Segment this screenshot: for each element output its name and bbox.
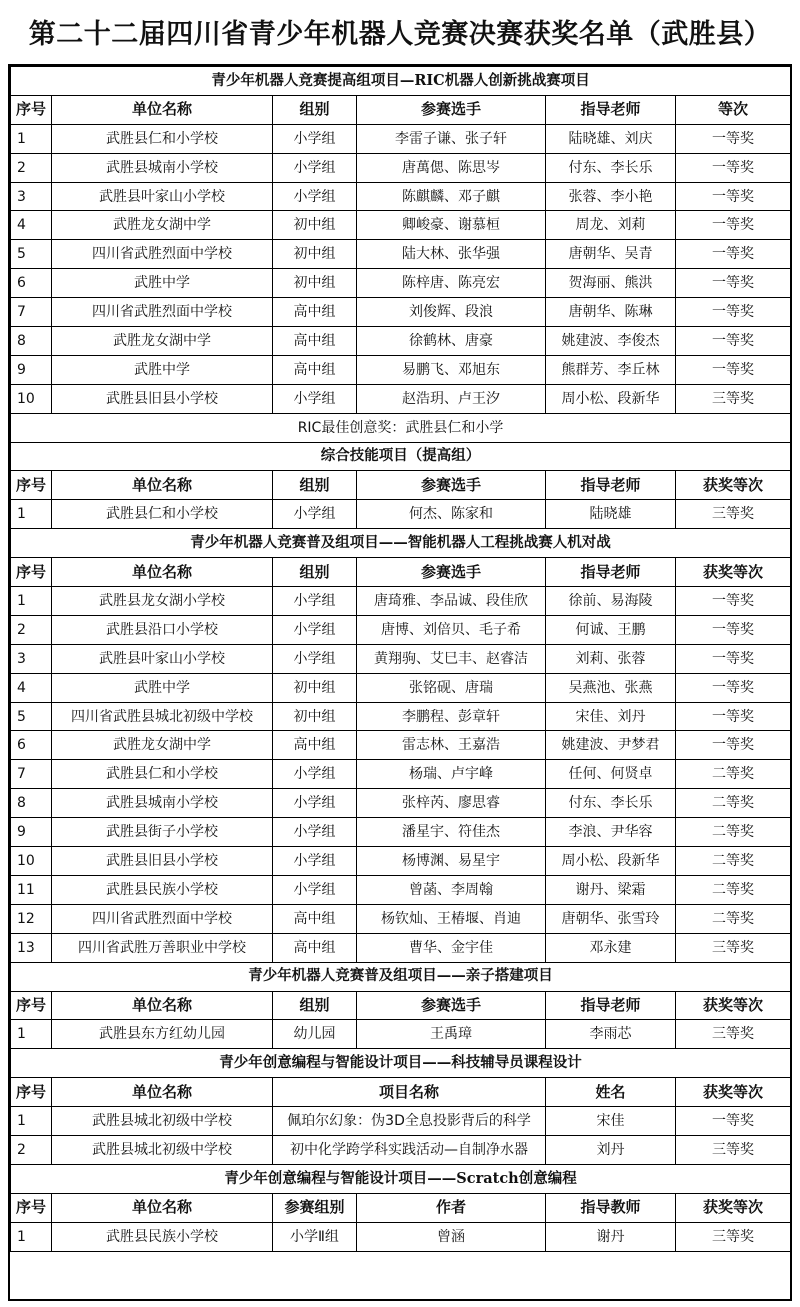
table-cell: 四川省武胜烈面中学校 <box>52 240 273 269</box>
column-header: 指导老师 <box>546 558 676 587</box>
table-row <box>11 673 791 702</box>
table-cell: 1 <box>11 124 52 153</box>
table-cell: 初中组 <box>273 269 357 298</box>
table-cell: 武胜中学 <box>52 673 273 702</box>
table-cell: 小学组 <box>273 615 357 644</box>
table-cell: 武胜龙女湖中学 <box>52 327 273 356</box>
table-cell: 3 <box>11 182 52 211</box>
table-cell: 周小松、段新华 <box>546 384 676 413</box>
table-cell: 10 <box>11 384 52 413</box>
table-cell: 7 <box>11 760 52 789</box>
table-cell: 周龙、刘莉 <box>546 211 676 240</box>
table-cell: 一等奖 <box>676 124 791 153</box>
table-cell: 一等奖 <box>676 327 791 356</box>
table-cell: 易鹏飞、邓旭东 <box>357 355 546 384</box>
table-cell: 姚建波、尹梦君 <box>546 731 676 760</box>
column-header: 组别 <box>273 471 357 500</box>
header-row <box>11 95 791 124</box>
table-row <box>11 731 791 760</box>
column-header: 单位名称 <box>52 1078 273 1107</box>
table-cell: 1 <box>11 1222 52 1251</box>
table-row <box>11 818 791 847</box>
table-cell: 8 <box>11 789 52 818</box>
column-header: 序号 <box>11 95 52 124</box>
column-header: 姓名 <box>546 1078 676 1107</box>
table-cell: 12 <box>11 904 52 933</box>
table-cell: 陆大林、张华强 <box>357 240 546 269</box>
header-row <box>11 1078 791 1107</box>
table-cell: 曾菡、李周翰 <box>357 875 546 904</box>
table-cell: 5 <box>11 702 52 731</box>
table-cell: 一等奖 <box>676 673 791 702</box>
table-cell: 武胜龙女湖中学 <box>52 731 273 760</box>
table-cell: 小学组 <box>273 153 357 182</box>
table-cell: 四川省武胜烈面中学校 <box>52 904 273 933</box>
table-cell: 武胜县东方红幼儿园 <box>52 1020 273 1049</box>
table-cell: 武胜县城南小学校 <box>52 789 273 818</box>
column-header: 参赛选手 <box>357 95 546 124</box>
column-header: 项目名称 <box>273 1078 546 1107</box>
table-cell: 小学组 <box>273 182 357 211</box>
table-cell: 1 <box>11 1107 52 1136</box>
table-cell: 三等奖 <box>676 933 791 962</box>
table-cell: 高中组 <box>273 327 357 356</box>
table-cell: 二等奖 <box>676 789 791 818</box>
table-cell: 武胜中学 <box>52 355 273 384</box>
table-cell: 高中组 <box>273 355 357 384</box>
table-cell: 武胜县街子小学校 <box>52 818 273 847</box>
column-header: 获奖等次 <box>676 1078 791 1107</box>
column-header: 组别 <box>273 95 357 124</box>
column-header: 获奖等次 <box>676 471 791 500</box>
column-header: 序号 <box>11 471 52 500</box>
table-cell: 杨瑞、卢宇峰 <box>357 760 546 789</box>
section-title-row <box>11 442 791 471</box>
table-cell: 三等奖 <box>676 500 791 529</box>
table-cell: 小学组 <box>273 818 357 847</box>
table-cell: 小学组 <box>273 760 357 789</box>
table-cell: 姚建波、李俊杰 <box>546 327 676 356</box>
table-cell: 高中组 <box>273 731 357 760</box>
table-cell: 高中组 <box>273 904 357 933</box>
table-cell: 邓永建 <box>546 933 676 962</box>
table-cell: 李雨芯 <box>546 1020 676 1049</box>
table-cell: 13 <box>11 933 52 962</box>
column-header: 指导老师 <box>546 991 676 1020</box>
table-cell: 一等奖 <box>676 702 791 731</box>
table-cell: 武胜县叶家山小学校 <box>52 644 273 673</box>
table-cell: 雷志林、王嘉浩 <box>357 731 546 760</box>
table-cell: 三等奖 <box>676 1222 791 1251</box>
table-cell: 曾涵 <box>357 1222 546 1251</box>
column-header: 指导老师 <box>546 471 676 500</box>
table-cell: 一等奖 <box>676 587 791 616</box>
table-cell: 潘星宇、符佳杰 <box>357 818 546 847</box>
table-row <box>11 298 791 327</box>
table-cell: 杨博渊、易星宇 <box>357 847 546 876</box>
table-cell: 熊群芳、李丘林 <box>546 355 676 384</box>
table-cell: 6 <box>11 269 52 298</box>
table-cell: 三等奖 <box>676 384 791 413</box>
table-row <box>11 327 791 356</box>
table-cell: 1 <box>11 500 52 529</box>
table-cell: 四川省武胜县城北初级中学校 <box>52 702 273 731</box>
table-row <box>11 615 791 644</box>
section-title: 青少年机器人竞赛提高组项目—RIC机器人创新挑战赛项目 <box>11 67 791 96</box>
table-cell: 刘莉、张蓉 <box>546 644 676 673</box>
column-header: 单位名称 <box>52 95 273 124</box>
table-cell: 初中组 <box>273 240 357 269</box>
table-cell: 武胜县民族小学校 <box>52 1222 273 1251</box>
table-cell: 一等奖 <box>676 240 791 269</box>
table-cell: 唐博、刘倍贝、毛子希 <box>357 615 546 644</box>
table-cell: 二等奖 <box>676 875 791 904</box>
table-cell: 武胜县民族小学校 <box>52 875 273 904</box>
table-cell: 周小松、段新华 <box>546 847 676 876</box>
section-title-row <box>11 962 791 991</box>
table-cell: 武胜县叶家山小学校 <box>52 182 273 211</box>
table-cell: 2 <box>11 615 52 644</box>
table-row <box>11 153 791 182</box>
table-cell: 任何、何贤卓 <box>546 760 676 789</box>
table-cell: 初中组 <box>273 211 357 240</box>
table-cell: 11 <box>11 875 52 904</box>
table-row <box>11 587 791 616</box>
table-cell: 唐朝华、陈琳 <box>546 298 676 327</box>
header-row <box>11 471 791 500</box>
table-cell: 曹华、金宇佳 <box>357 933 546 962</box>
table-row <box>11 1020 791 1049</box>
table-row <box>11 240 791 269</box>
table-cell: 谢丹、梁霜 <box>546 875 676 904</box>
table-cell: 贺海丽、熊洪 <box>546 269 676 298</box>
table-cell: 刘丹 <box>546 1135 676 1164</box>
table-cell: 何杰、陈家和 <box>357 500 546 529</box>
table-cell: 一等奖 <box>676 615 791 644</box>
table-cell: 初中组 <box>273 673 357 702</box>
column-header: 单位名称 <box>52 558 273 587</box>
table-cell: 宋佳、刘丹 <box>546 702 676 731</box>
column-header: 参赛选手 <box>357 991 546 1020</box>
table-cell: 一等奖 <box>676 355 791 384</box>
column-header: 单位名称 <box>52 1193 273 1222</box>
table-row <box>11 384 791 413</box>
table-cell: 2 <box>11 1135 52 1164</box>
table-cell: 4 <box>11 211 52 240</box>
table-cell: 武胜县沿口小学校 <box>52 615 273 644</box>
table-cell: 初中组 <box>273 702 357 731</box>
table-cell: 9 <box>11 818 52 847</box>
table-cell: 小学组 <box>273 847 357 876</box>
column-header: 获奖等次 <box>676 558 791 587</box>
table-cell: 武胜县城南小学校 <box>52 153 273 182</box>
table-row <box>11 760 791 789</box>
table-cell: 二等奖 <box>676 818 791 847</box>
table-cell: 佩珀尔幻象：伪3D全息投影背后的科学 <box>273 1107 546 1136</box>
table-cell: 小学组 <box>273 789 357 818</box>
table-cell: 武胜县仁和小学校 <box>52 500 273 529</box>
table-cell: 小学组 <box>273 500 357 529</box>
award-list-table-frame <box>8 64 792 1301</box>
table-cell: 初中化学跨学科实践活动—自制净水器 <box>273 1135 546 1164</box>
table-cell: 唐朝华、张雪玲 <box>546 904 676 933</box>
table-cell: 武胜县旧县小学校 <box>52 384 273 413</box>
table-cell: 小学组 <box>273 644 357 673</box>
table-cell: 三等奖 <box>676 1135 791 1164</box>
table-cell: 宋佳 <box>546 1107 676 1136</box>
column-header: 参赛选手 <box>357 471 546 500</box>
section-title-row <box>11 1049 791 1078</box>
table-cell: 小学组 <box>273 384 357 413</box>
column-header: 等次 <box>676 95 791 124</box>
table-cell: 唐琦雅、李品诚、段佳欣 <box>357 587 546 616</box>
table-cell: 武胜县龙女湖小学校 <box>52 587 273 616</box>
table-row <box>11 124 791 153</box>
table-row <box>11 269 791 298</box>
table-cell: 陆晓雄、刘庆 <box>546 124 676 153</box>
table-cell: 四川省武胜万善职业中学校 <box>52 933 273 962</box>
table-cell: 张梓芮、廖思睿 <box>357 789 546 818</box>
table-cell: 二等奖 <box>676 904 791 933</box>
column-header: 单位名称 <box>52 991 273 1020</box>
column-header: 序号 <box>11 1193 52 1222</box>
column-header: 组别 <box>273 558 357 587</box>
table-cell: 徐前、易海陵 <box>546 587 676 616</box>
table-cell: 张铭砚、唐瑞 <box>357 673 546 702</box>
column-header: 序号 <box>11 991 52 1020</box>
column-header: 获奖等次 <box>676 1193 791 1222</box>
table-cell: 四川省武胜烈面中学校 <box>52 298 273 327</box>
table-cell: 武胜县城北初级中学校 <box>52 1135 273 1164</box>
table-cell: 陆晓雄 <box>546 500 676 529</box>
table-cell: 小学组 <box>273 124 357 153</box>
table-row <box>11 644 791 673</box>
table-cell: 二等奖 <box>676 847 791 876</box>
table-row <box>11 500 791 529</box>
header-row <box>11 1193 791 1222</box>
table-cell: 唐萬偲、陈思岑 <box>357 153 546 182</box>
table-row <box>11 702 791 731</box>
table-cell: 一等奖 <box>676 1107 791 1136</box>
table-cell: 赵浩玥、卢王汐 <box>357 384 546 413</box>
table-cell: 武胜中学 <box>52 269 273 298</box>
table-cell: 徐鹤林、唐豪 <box>357 327 546 356</box>
table-cell: 小学组 <box>273 587 357 616</box>
note-row <box>11 413 791 442</box>
table-row <box>11 355 791 384</box>
column-header: 单位名称 <box>52 471 273 500</box>
table-cell: 武胜县仁和小学校 <box>52 760 273 789</box>
table-cell: 一等奖 <box>676 182 791 211</box>
column-header: 序号 <box>11 558 52 587</box>
column-header: 组别 <box>273 991 357 1020</box>
table-cell: 一等奖 <box>676 644 791 673</box>
table-cell: 卿峻豪、谢慕桓 <box>357 211 546 240</box>
table-row <box>11 789 791 818</box>
column-header: 作者 <box>357 1193 546 1222</box>
table-row <box>11 211 791 240</box>
table-cell: 二等奖 <box>676 760 791 789</box>
table-cell: 5 <box>11 240 52 269</box>
section-title: 青少年创意编程与智能设计项目——科技辅导员课程设计 <box>11 1049 791 1078</box>
section-title-row <box>11 1164 791 1193</box>
table-cell: 武胜龙女湖中学 <box>52 211 273 240</box>
table-row <box>11 933 791 962</box>
table-cell: 一等奖 <box>676 731 791 760</box>
section-title: 综合技能项目（提高组） <box>11 442 791 471</box>
section-title-row <box>11 529 791 558</box>
table-cell: 10 <box>11 847 52 876</box>
section-title: 青少年机器人竞赛普及组项目——智能机器人工程挑战赛人机对战 <box>11 529 791 558</box>
section-title: 青少年创意编程与智能设计项目——Scratch创意编程 <box>11 1164 791 1193</box>
table-cell: 9 <box>11 355 52 384</box>
table-cell: 陈麒麟、邓子麒 <box>357 182 546 211</box>
document-title: 第二十二届四川省青少年机器人竞赛决赛获奖名单（武胜县） <box>28 18 772 50</box>
table-cell: 谢丹 <box>546 1222 676 1251</box>
table-row <box>11 847 791 876</box>
table-cell: 小学Ⅱ组 <box>273 1222 357 1251</box>
table-row <box>11 1222 791 1251</box>
section-title: 青少年机器人竞赛普及组项目——亲子搭建项目 <box>11 962 791 991</box>
award-note: RIC最佳创意奖：武胜县仁和小学 <box>11 413 791 442</box>
table-cell: 刘俊辉、段浪 <box>357 298 546 327</box>
table-cell: 陈梓唐、陈亮宏 <box>357 269 546 298</box>
table-cell: 武胜县城北初级中学校 <box>52 1107 273 1136</box>
table-cell: 4 <box>11 673 52 702</box>
table-cell: 唐朝华、吴青 <box>546 240 676 269</box>
table-cell: 小学组 <box>273 875 357 904</box>
column-header: 参赛组别 <box>273 1193 357 1222</box>
header-row <box>11 991 791 1020</box>
table-cell: 3 <box>11 644 52 673</box>
table-cell: 8 <box>11 327 52 356</box>
table-row <box>11 182 791 211</box>
table-cell: 何诚、王鹏 <box>546 615 676 644</box>
table-cell: 张蓉、李小艳 <box>546 182 676 211</box>
table-cell: 一等奖 <box>676 153 791 182</box>
table-cell: 杨钦灿、王椿堰、肖迪 <box>357 904 546 933</box>
table-cell: 李鹏程、彭章轩 <box>357 702 546 731</box>
award-list-table <box>10 66 791 1252</box>
column-header: 指导老师 <box>546 95 676 124</box>
table-cell: 付东、李长乐 <box>546 153 676 182</box>
section-title-row <box>11 67 791 96</box>
column-header: 获奖等次 <box>676 991 791 1020</box>
table-cell: 一等奖 <box>676 298 791 327</box>
table-cell: 一等奖 <box>676 269 791 298</box>
table-cell: 李雷子谦、张子轩 <box>357 124 546 153</box>
table-row <box>11 1107 791 1136</box>
table-row <box>11 904 791 933</box>
table-row <box>11 875 791 904</box>
table-cell: 2 <box>11 153 52 182</box>
table-cell: 高中组 <box>273 933 357 962</box>
table-cell: 王禹璋 <box>357 1020 546 1049</box>
table-cell: 吴燕池、张燕 <box>546 673 676 702</box>
table-cell: 武胜县旧县小学校 <box>52 847 273 876</box>
table-cell: 付东、李长乐 <box>546 789 676 818</box>
table-cell: 幼儿园 <box>273 1020 357 1049</box>
column-header: 指导教师 <box>546 1193 676 1222</box>
column-header: 序号 <box>11 1078 52 1107</box>
table-cell: 武胜县仁和小学校 <box>52 124 273 153</box>
column-header: 参赛选手 <box>357 558 546 587</box>
table-cell: 7 <box>11 298 52 327</box>
header-row <box>11 558 791 587</box>
table-cell: 一等奖 <box>676 211 791 240</box>
table-cell: 1 <box>11 1020 52 1049</box>
table-row <box>11 1135 791 1164</box>
table-cell: 高中组 <box>273 298 357 327</box>
table-cell: 1 <box>11 587 52 616</box>
table-cell: 黄翔驹、艾巳丰、赵睿洁 <box>357 644 546 673</box>
table-cell: 李浪、尹华容 <box>546 818 676 847</box>
table-cell: 三等奖 <box>676 1020 791 1049</box>
table-cell: 6 <box>11 731 52 760</box>
